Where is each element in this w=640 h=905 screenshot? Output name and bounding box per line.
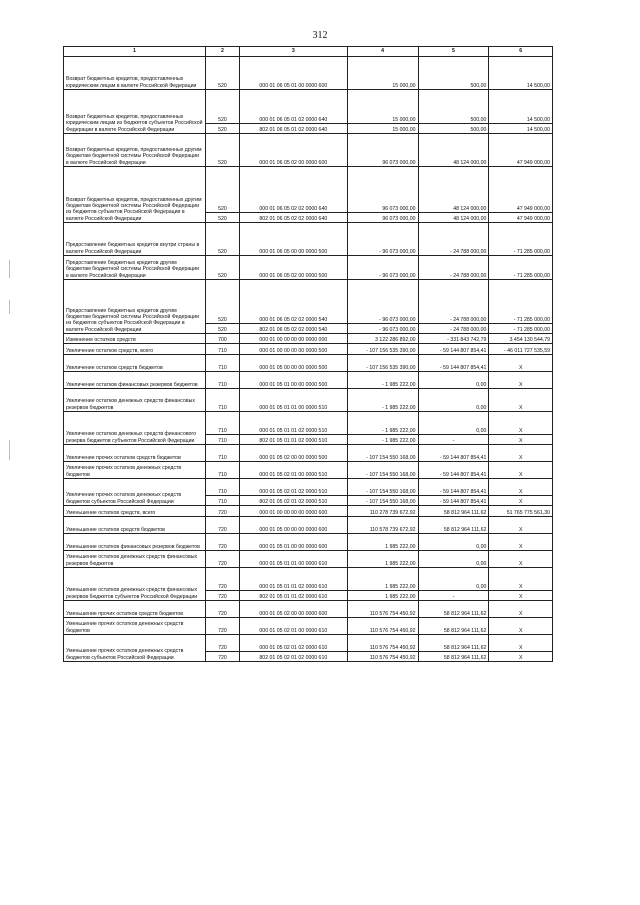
cell-c3: 000 01 00 00 00 00 0000 500	[240, 344, 348, 355]
cell-c3: 802 01 06 05 02 02 0000 640	[240, 213, 348, 223]
cell-c4: 96 073 000,00	[347, 134, 418, 167]
cell-c3: 000 01 05 02 01 02 0000 610	[240, 635, 348, 652]
cell-c4: 1 985 222,00	[347, 568, 418, 591]
cell-c4: 3 122 286 892,00	[347, 334, 418, 344]
cell-c6: - 71 285 000,00	[489, 223, 553, 256]
cell-c6: X	[489, 591, 553, 601]
cell-c3: 000 01 06 05 01 02 0000 640	[240, 90, 348, 124]
cell-c6: X	[489, 517, 553, 534]
scan-margin-mark	[9, 260, 10, 278]
row-name: Увеличение остатков средств, всего	[64, 344, 206, 355]
table-row	[64, 479, 553, 496]
table-row	[64, 445, 553, 462]
cell-code: 720	[205, 618, 239, 635]
cell-c3: 000 01 05 00 00 00 0000 500	[240, 355, 348, 372]
cell-c3: 000 01 06 05 02 00 0000 600	[240, 134, 348, 167]
cell-code: 720	[205, 534, 239, 551]
cell-c6: X	[489, 551, 553, 568]
cell-c6: X	[489, 568, 553, 591]
cell-code: 700	[205, 334, 239, 344]
cell-c4: - 96 073 000,00	[347, 324, 418, 334]
cell-c3: 000 01 06 05 00 00 0000 500	[240, 223, 348, 256]
row-name: Увеличение остатков денежных средств финансовых резервов бюджетов	[64, 389, 206, 412]
cell-code: 720	[205, 652, 239, 662]
cell-c5: 500,00	[418, 57, 489, 90]
cell-code: 710	[205, 462, 239, 479]
cell-code: 520	[205, 280, 239, 324]
cell-c3: 000 01 05 02 01 00 0000 610	[240, 618, 348, 635]
row-name: Уменьшение остатков денежных средств финансовых резервов бюджетов субъектов Российской Федерации	[64, 568, 206, 601]
cell-c4: 1 985 222,00	[347, 551, 418, 568]
cell-code: 720	[205, 551, 239, 568]
cell-c5: 48 124 000,00	[418, 213, 489, 223]
cell-c3: 000 01 06 05 02 00 0000 500	[240, 256, 348, 280]
cell-c6: X	[489, 462, 553, 479]
cell-c3: 802 01 05 01 01 02 0000 510	[240, 435, 348, 445]
row-name: Увеличение остатков денежных средств финансового резерва бюджетов субъектов Российской Федерации	[64, 412, 206, 445]
cell-c3: 000 01 05 02 00 00 0000 600	[240, 601, 348, 618]
cell-c3: 000 01 05 02 00 00 0000 500	[240, 445, 348, 462]
row-name: Увеличение прочих остатков денежных средств бюджетов субъектов Российской Федерации	[64, 479, 206, 506]
cell-c5: -	[418, 591, 489, 601]
cell-c4: 15 000,00	[347, 57, 418, 90]
cell-c6: X	[489, 635, 553, 652]
table-row	[64, 506, 553, 517]
cell-c5: - 24 788 000,00	[418, 324, 489, 334]
cell-c5: - 59 144 807 854,41	[418, 479, 489, 496]
cell-c4: 110 576 754 450,92	[347, 618, 418, 635]
cell-c5: 0,00	[418, 389, 489, 412]
row-name: Возврат бюджетных кредитов, предоставленных юридическим лицам в валюте Российской Федерации	[64, 57, 206, 90]
cell-c5: 58 812 964 111,62	[418, 506, 489, 517]
cell-code: 520	[205, 324, 239, 334]
column-header: 5	[418, 47, 489, 57]
column-header: 4	[347, 47, 418, 57]
row-name: Увеличение прочих остатков денежных средств бюджетов	[64, 462, 206, 479]
table-row	[64, 601, 553, 618]
row-name: Предоставление бюджетных кредитов другим бюджетам бюджетной системы Российской Федерации из бюджетов субъектов Российской Федерации в валюте Российской Федерации	[64, 280, 206, 334]
cell-c4: - 107 156 535 390,00	[347, 344, 418, 355]
table-row	[64, 635, 553, 652]
cell-c4: - 1 985 222,00	[347, 435, 418, 445]
cell-c5: 0,00	[418, 534, 489, 551]
cell-c5: 0,00	[418, 372, 489, 389]
cell-c5: 58 812 964 111,62	[418, 517, 489, 534]
cell-c3: 000 01 05 00 00 00 0000 600	[240, 517, 348, 534]
column-header: 3	[240, 47, 348, 57]
cell-c4: 15 000,00	[347, 124, 418, 134]
table-row	[64, 412, 553, 435]
table-row	[64, 134, 553, 167]
table-row	[64, 355, 553, 372]
row-name: Предоставление бюджетных кредитов внутри страны в валюте Российской Федерации	[64, 223, 206, 256]
cell-c6: X	[489, 412, 553, 435]
cell-c6: X	[489, 355, 553, 372]
cell-code: 720	[205, 517, 239, 534]
cell-c6: X	[489, 372, 553, 389]
row-name: Уменьшение остатков денежных средств финансовых резервов бюджетов	[64, 551, 206, 568]
cell-c3: 000 01 05 01 01 00 0000 610	[240, 551, 348, 568]
row-name: Уменьшение прочих остатков средств бюджетов	[64, 601, 206, 618]
cell-c4: 15 000,00	[347, 90, 418, 124]
cell-c4: 1 985 222,00	[347, 534, 418, 551]
column-header: 6	[489, 47, 553, 57]
cell-c3: 000 01 05 01 00 00 0000 500	[240, 372, 348, 389]
cell-c5: -	[418, 435, 489, 445]
table-row	[64, 334, 553, 344]
cell-c3: 000 01 05 01 00 00 0000 600	[240, 534, 348, 551]
cell-c3: 802 01 05 02 01 02 0000 610	[240, 652, 348, 662]
cell-c3: 802 01 06 05 01 02 0000 640	[240, 124, 348, 134]
cell-c4: 110 576 754 450,92	[347, 601, 418, 618]
cell-c6: X	[489, 601, 553, 618]
cell-c6: X	[489, 445, 553, 462]
cell-c3: 000 01 05 02 01 00 0000 510	[240, 462, 348, 479]
cell-c6: X	[489, 618, 553, 635]
cell-c5: - 24 788 000,00	[418, 280, 489, 324]
cell-c6: - 71 285 000,00	[489, 256, 553, 280]
row-name: Уменьшение остатков средств, всего	[64, 506, 206, 517]
cell-c4: - 1 985 222,00	[347, 389, 418, 412]
report-body	[64, 57, 553, 662]
table-row	[64, 90, 553, 124]
cell-code: 520	[205, 57, 239, 90]
cell-c5: - 24 788 000,00	[418, 256, 489, 280]
cell-c6: 51 765 775 561,30	[489, 506, 553, 517]
row-name: Уменьшение прочих остатков денежных средств бюджетов субъектов Российской Федерации	[64, 635, 206, 662]
cell-code: 720	[205, 591, 239, 601]
cell-c6: X	[489, 496, 553, 506]
cell-code: 710	[205, 372, 239, 389]
cell-code: 720	[205, 568, 239, 591]
report-table	[63, 46, 553, 662]
cell-code: 520	[205, 256, 239, 280]
cell-c6: X	[489, 389, 553, 412]
cell-c4: - 107 154 550 168,00	[347, 479, 418, 496]
cell-c3: 000 01 05 01 01 00 0000 510	[240, 389, 348, 412]
row-name: Возврат бюджетных кредитов, предоставленных другим бюджетам бюджетной системы Российской Федерации в валюте Российской Федерации	[64, 134, 206, 167]
cell-code: 520	[205, 90, 239, 124]
cell-c3: 802 01 05 01 01 02 0000 610	[240, 591, 348, 601]
cell-c6: - 71 285 000,00	[489, 324, 553, 334]
cell-c4: 110 278 739 672,92	[347, 506, 418, 517]
cell-c6: X	[489, 652, 553, 662]
cell-c4: 1 985 222,00	[347, 591, 418, 601]
header-row	[64, 47, 553, 57]
cell-c5: 500,00	[418, 124, 489, 134]
table-row	[64, 517, 553, 534]
table-row	[64, 551, 553, 568]
row-name: Увеличение остатков средств бюджетов	[64, 355, 206, 372]
cell-c5: 0,00	[418, 412, 489, 435]
table-row	[64, 256, 553, 280]
cell-c3: 000 01 06 05 01 00 0000 600	[240, 57, 348, 90]
cell-c5: 0,00	[418, 551, 489, 568]
cell-code: 520	[205, 167, 239, 213]
column-header: 2	[205, 47, 239, 57]
table-row	[64, 568, 553, 591]
table-row	[64, 389, 553, 412]
cell-code: 710	[205, 344, 239, 355]
cell-c5: - 59 144 807 854,41	[418, 355, 489, 372]
cell-c4: - 107 154 550 168,00	[347, 445, 418, 462]
cell-code: 520	[205, 134, 239, 167]
cell-c5: 48 124 000,00	[418, 167, 489, 213]
cell-c6: - 71 285 000,00	[489, 280, 553, 324]
cell-c5: - 331 843 742,79	[418, 334, 489, 344]
cell-code: 710	[205, 496, 239, 506]
table-row	[64, 57, 553, 90]
column-header: 1	[64, 47, 206, 57]
scan-margin-mark	[9, 300, 10, 314]
row-name: Уменьшение прочих остатков денежных средств бюджетов	[64, 618, 206, 635]
cell-code: 520	[205, 223, 239, 256]
cell-c5: - 59 144 807 854,41	[418, 496, 489, 506]
cell-code: 520	[205, 213, 239, 223]
cell-c5: - 59 144 807 854,41	[418, 462, 489, 479]
cell-code: 710	[205, 479, 239, 496]
cell-c5: 48 124 000,00	[418, 134, 489, 167]
cell-c5: - 59 144 807 854,41	[418, 344, 489, 355]
cell-code: 520	[205, 124, 239, 134]
cell-code: 710	[205, 445, 239, 462]
cell-c5: 58 812 964 111,62	[418, 652, 489, 662]
cell-c6: - 46 011 727 535,59	[489, 344, 553, 355]
cell-c3: 000 01 00 00 00 00 0000 600	[240, 506, 348, 517]
cell-c6: 47 949 000,00	[489, 167, 553, 213]
cell-c4: - 96 073 000,00	[347, 280, 418, 324]
table-row	[64, 534, 553, 551]
cell-c4: 96 073 000,00	[347, 213, 418, 223]
cell-c3: 000 01 06 05 02 02 0000 640	[240, 167, 348, 213]
cell-c6: 47 949 000,00	[489, 213, 553, 223]
cell-c5: 0,00	[418, 568, 489, 591]
row-name: Увеличение прочих остатков средств бюджетов	[64, 445, 206, 462]
table-row	[64, 167, 553, 213]
cell-c4: 110 576 754 450,92	[347, 635, 418, 652]
cell-c4: - 107 154 550 168,00	[347, 462, 418, 479]
cell-c6: X	[489, 479, 553, 496]
cell-c3: 000 01 05 02 01 02 0000 510	[240, 479, 348, 496]
cell-c6: 3 454 130 544,79	[489, 334, 553, 344]
table-row	[64, 372, 553, 389]
cell-c3: 802 01 05 02 01 02 0000 510	[240, 496, 348, 506]
cell-code: 720	[205, 506, 239, 517]
cell-c4: - 96 073 000,00	[347, 256, 418, 280]
row-name: Предоставление бюджетных кредитов другим бюджетам бюджетной системы Российской Федерации в валюте Российской Федерации	[64, 256, 206, 280]
cell-code: 710	[205, 389, 239, 412]
cell-c6: X	[489, 435, 553, 445]
cell-c5: 500,00	[418, 90, 489, 124]
cell-c6: 47 949 000,00	[489, 134, 553, 167]
page-number: 312	[312, 30, 328, 41]
cell-c4: 110 576 754 450,92	[347, 652, 418, 662]
cell-c4: 96 073 000,00	[347, 167, 418, 213]
cell-c5: 58 812 964 111,62	[418, 635, 489, 652]
cell-c3: 000 01 05 01 01 02 0000 610	[240, 568, 348, 591]
cell-c6: 14 500,00	[489, 124, 553, 134]
cell-c5: 58 812 964 111,62	[418, 618, 489, 635]
cell-c6: X	[489, 534, 553, 551]
cell-c3: 000 01 05 01 01 02 0000 510	[240, 412, 348, 435]
table-row	[64, 618, 553, 635]
cell-c4: - 1 985 222,00	[347, 412, 418, 435]
scan-margin-mark	[9, 440, 10, 460]
table-row	[64, 223, 553, 256]
table-row	[64, 462, 553, 479]
cell-c4: - 1 985 222,00	[347, 372, 418, 389]
row-name: Изменение остатков средств	[64, 334, 206, 344]
cell-c4: - 107 156 535 390,00	[347, 355, 418, 372]
row-name: Возврат бюджетных кредитов, предоставленных другим бюджетам бюджетной системы Российской Федерации из бюджетов субъектов Российской Федерации в валюте Российской Федерации	[64, 167, 206, 223]
cell-c5: 58 812 964 111,62	[418, 601, 489, 618]
cell-code: 720	[205, 601, 239, 618]
cell-c4: - 107 154 550 168,00	[347, 496, 418, 506]
cell-c4: 110 578 739 672,92	[347, 517, 418, 534]
cell-code: 720	[205, 635, 239, 652]
table-row	[64, 344, 553, 355]
table-row	[64, 280, 553, 324]
cell-c6: 14 500,00	[489, 57, 553, 90]
cell-c3: 000 01 06 05 02 02 0000 540	[240, 280, 348, 324]
cell-c3: 000 01 00 00 00 00 0000 000	[240, 334, 348, 344]
cell-c5: - 59 144 807 854,41	[418, 445, 489, 462]
cell-c5: - 24 788 000,00	[418, 223, 489, 256]
cell-code: 710	[205, 355, 239, 372]
cell-c3: 802 01 06 05 02 02 0000 540	[240, 324, 348, 334]
row-name: Возврат бюджетных кредитов, предоставленных юридическим лицам из бюджетов субъектов Российской Федерации в валюте Российской Федерации	[64, 90, 206, 134]
cell-code: 710	[205, 435, 239, 445]
row-name: Уменьшение остатков средств бюджетов	[64, 517, 206, 534]
cell-c6: 14 500,00	[489, 90, 553, 124]
cell-c4: - 96 073 000,00	[347, 223, 418, 256]
row-name: Увеличение остатков финансовых резервов бюджетов	[64, 372, 206, 389]
row-name: Уменьшение остатков финансовых резервов бюджетов	[64, 534, 206, 551]
cell-code: 710	[205, 412, 239, 435]
